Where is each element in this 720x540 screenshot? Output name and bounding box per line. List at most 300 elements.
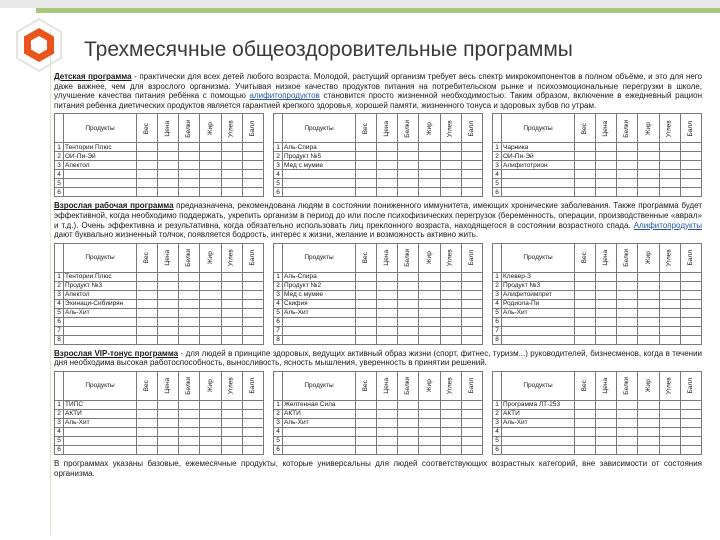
value-cell — [179, 170, 200, 179]
value-cell — [356, 170, 377, 179]
product-name — [64, 170, 137, 179]
value-cell — [158, 290, 179, 299]
table-row — [274, 335, 483, 344]
header-column-label: Балл — [687, 378, 695, 394]
value-cell — [617, 317, 638, 326]
value-cell — [419, 299, 440, 308]
product-table — [273, 243, 483, 345]
value-cell — [575, 299, 596, 308]
value-cell — [137, 400, 158, 409]
page-title: Трехмесячные общеоздоровительные программы — [84, 38, 573, 61]
header-column — [356, 114, 377, 143]
value-cell — [461, 143, 482, 152]
value-cell — [398, 272, 419, 281]
product-name — [502, 436, 575, 445]
header-column — [617, 371, 638, 400]
product-name — [64, 188, 137, 197]
value-cell — [200, 427, 221, 436]
table-row — [493, 143, 702, 152]
value-cell — [398, 308, 419, 317]
value-cell — [221, 152, 242, 161]
value-cell — [200, 161, 221, 170]
value-cell — [680, 445, 701, 454]
value-cell — [419, 436, 440, 445]
value-cell — [575, 400, 596, 409]
value-cell — [221, 400, 242, 409]
value-cell — [659, 409, 680, 418]
value-cell — [440, 161, 461, 170]
table-row — [493, 427, 702, 436]
product-name: Продукт №3 — [502, 281, 575, 290]
row-number: 3 — [493, 290, 502, 299]
value-cell — [179, 400, 200, 409]
product-link[interactable]: Алифитопродукты — [633, 220, 702, 230]
header-column — [617, 114, 638, 143]
value-cell — [158, 400, 179, 409]
header-column — [200, 371, 221, 400]
row-number: 3 — [274, 161, 283, 170]
value-cell — [377, 188, 398, 197]
value-cell — [680, 299, 701, 308]
value-cell — [242, 445, 263, 454]
value-cell — [659, 161, 680, 170]
header-column — [377, 243, 398, 272]
row-number: 8 — [493, 335, 502, 344]
product-name: АКТИ — [502, 409, 575, 418]
table-row — [55, 290, 264, 299]
value-cell — [158, 179, 179, 188]
value-cell — [179, 409, 200, 418]
value-cell — [638, 317, 659, 326]
product-name: Клевер-З — [502, 272, 575, 281]
value-cell — [575, 290, 596, 299]
value-cell — [137, 152, 158, 161]
value-cell — [242, 299, 263, 308]
value-cell — [242, 272, 263, 281]
value-cell — [659, 170, 680, 179]
value-cell — [377, 152, 398, 161]
table-row — [274, 152, 483, 161]
product-name — [64, 317, 137, 326]
program-tables — [54, 243, 702, 345]
header-column-label: Белки — [623, 248, 631, 267]
value-cell — [575, 308, 596, 317]
description-text: - для людей в принципе здоровых, ведущих активный образ жизни (спорт, фитнес, туризм...) руководителей, бизнесменов, когда в течении дня необходима высокая работоспособность, выносливость, ясность мышления, уверенность в принятии решений. — [54, 348, 703, 368]
value-cell — [617, 299, 638, 308]
value-cell — [158, 152, 179, 161]
header-column — [221, 371, 242, 400]
table-row — [55, 272, 264, 281]
header-column-label: Белки — [185, 248, 193, 267]
header-column — [137, 114, 158, 143]
value-cell — [638, 281, 659, 290]
value-cell — [356, 290, 377, 299]
value-cell — [440, 188, 461, 197]
table-row — [274, 409, 483, 418]
header-column-label: Вес — [581, 122, 589, 134]
value-cell — [680, 317, 701, 326]
value-cell — [242, 308, 263, 317]
value-cell — [638, 143, 659, 152]
value-cell — [638, 427, 659, 436]
header-column — [158, 371, 179, 400]
value-cell — [158, 281, 179, 290]
value-cell — [680, 436, 701, 445]
value-cell — [461, 326, 482, 335]
product-name: Скифия — [283, 299, 356, 308]
value-cell — [242, 400, 263, 409]
value-cell — [461, 418, 482, 427]
value-cell — [461, 152, 482, 161]
value-cell — [461, 409, 482, 418]
value-cell — [179, 143, 200, 152]
header-column — [419, 243, 440, 272]
value-cell — [680, 400, 701, 409]
row-number: 4 — [493, 299, 502, 308]
value-cell — [398, 445, 419, 454]
header-number-cell — [55, 243, 64, 272]
value-cell — [179, 436, 200, 445]
header-products: Продукты — [502, 114, 575, 143]
value-cell — [356, 335, 377, 344]
value-cell — [638, 179, 659, 188]
header-column — [398, 371, 419, 400]
row-number: 2 — [274, 152, 283, 161]
header-column-label: Цена — [383, 120, 391, 137]
value-cell — [137, 161, 158, 170]
value-cell — [377, 299, 398, 308]
value-cell — [638, 308, 659, 317]
value-cell — [221, 188, 242, 197]
value-cell — [377, 418, 398, 427]
value-cell — [356, 272, 377, 281]
value-cell — [575, 418, 596, 427]
value-cell — [377, 409, 398, 418]
value-cell — [680, 326, 701, 335]
value-cell — [596, 445, 617, 454]
value-cell — [617, 335, 638, 344]
value-cell — [137, 188, 158, 197]
value-cell — [221, 299, 242, 308]
header-column-label: Жир — [644, 379, 652, 393]
header-column-label: Балл — [249, 378, 257, 394]
program-name: Детская программа — [54, 72, 132, 81]
value-cell — [680, 281, 701, 290]
value-cell — [575, 436, 596, 445]
value-cell — [377, 179, 398, 188]
row-number: 2 — [274, 281, 283, 290]
header-column — [638, 114, 659, 143]
table-row — [55, 445, 264, 454]
value-cell — [440, 179, 461, 188]
table-row — [493, 152, 702, 161]
value-cell — [419, 170, 440, 179]
value-cell — [617, 161, 638, 170]
header-column — [398, 114, 419, 143]
product-name — [283, 188, 356, 197]
row-number: 5 — [274, 436, 283, 445]
header-column-label: Углев — [227, 249, 235, 267]
table-row — [274, 299, 483, 308]
value-cell — [461, 161, 482, 170]
value-cell — [158, 161, 179, 170]
row-number: 4 — [493, 427, 502, 436]
value-cell — [242, 152, 263, 161]
table-row — [274, 445, 483, 454]
value-cell — [242, 188, 263, 197]
header-column-label: Углев — [665, 249, 673, 267]
header-column-label: Жир — [206, 379, 214, 393]
header-column — [419, 371, 440, 400]
value-cell — [461, 427, 482, 436]
row-number: 1 — [55, 272, 64, 281]
value-cell — [137, 290, 158, 299]
header-column-label: Балл — [687, 250, 695, 266]
row-number: 5 — [274, 308, 283, 317]
header-column-label: Цена — [602, 378, 610, 394]
value-cell — [659, 152, 680, 161]
value-cell — [221, 281, 242, 290]
header-column — [617, 243, 638, 272]
table-row — [274, 170, 483, 179]
value-cell — [419, 317, 440, 326]
table-row — [274, 188, 483, 197]
header-products: Продукты — [283, 243, 356, 272]
value-cell — [242, 161, 263, 170]
table-row — [493, 272, 702, 281]
table-header-row — [274, 371, 483, 400]
value-cell — [158, 317, 179, 326]
value-cell — [221, 308, 242, 317]
value-cell — [200, 179, 221, 188]
value-cell — [596, 290, 617, 299]
value-cell — [419, 427, 440, 436]
table-row — [55, 326, 264, 335]
value-cell — [137, 272, 158, 281]
product-name: Алифитотрион — [502, 161, 575, 170]
value-cell — [221, 179, 242, 188]
value-cell — [377, 317, 398, 326]
header-column — [179, 114, 200, 143]
value-cell — [242, 170, 263, 179]
value-cell — [419, 179, 440, 188]
row-number: 1 — [274, 143, 283, 152]
hexagon-logo-icon — [10, 16, 68, 74]
header-column-label: Вес — [362, 380, 370, 392]
value-cell — [617, 272, 638, 281]
value-cell — [659, 445, 680, 454]
header-column-label: Углев — [227, 119, 235, 137]
value-cell — [356, 308, 377, 317]
table-header-row — [55, 243, 264, 272]
product-name: Апектол — [64, 161, 137, 170]
value-cell — [440, 445, 461, 454]
value-cell — [617, 326, 638, 335]
header-column — [461, 114, 482, 143]
value-cell — [221, 326, 242, 335]
value-cell — [659, 326, 680, 335]
product-link[interactable]: алифитопродуктов — [249, 91, 320, 101]
value-cell — [356, 161, 377, 170]
value-cell — [617, 179, 638, 188]
table-row — [55, 188, 264, 197]
value-cell — [356, 445, 377, 454]
value-cell — [200, 188, 221, 197]
value-cell — [596, 281, 617, 290]
value-cell — [575, 335, 596, 344]
value-cell — [200, 152, 221, 161]
product-table — [273, 113, 483, 197]
product-name: Аль-Хит — [502, 308, 575, 317]
value-cell — [596, 308, 617, 317]
value-cell — [179, 427, 200, 436]
value-cell — [461, 335, 482, 344]
header-column-label: Цена — [164, 378, 172, 394]
header-column — [575, 243, 596, 272]
value-cell — [461, 272, 482, 281]
header-column — [596, 243, 617, 272]
value-cell — [440, 152, 461, 161]
table-row — [493, 188, 702, 197]
value-cell — [200, 409, 221, 418]
header-column-label: Балл — [687, 120, 695, 137]
value-cell — [398, 170, 419, 179]
table-row — [55, 436, 264, 445]
header-column-label: Жир — [644, 251, 652, 265]
product-name: ОИ-Пи-Эй — [502, 152, 575, 161]
header-column-label: Балл — [249, 250, 257, 266]
value-cell — [137, 326, 158, 335]
value-cell — [575, 188, 596, 197]
value-cell — [242, 317, 263, 326]
header-column-label: Белки — [185, 119, 193, 138]
value-cell — [440, 308, 461, 317]
row-number: 6 — [274, 445, 283, 454]
value-cell — [659, 335, 680, 344]
product-name — [64, 335, 137, 344]
value-cell — [617, 308, 638, 317]
value-cell — [398, 400, 419, 409]
row-number: 4 — [55, 299, 64, 308]
value-cell — [398, 299, 419, 308]
header-column-label: Вес — [143, 122, 151, 134]
value-cell — [596, 152, 617, 161]
header-column-label: Белки — [623, 119, 631, 138]
header-products: Продукты — [502, 371, 575, 400]
product-name — [502, 445, 575, 454]
value-cell — [659, 436, 680, 445]
program-name: Взрослая VIP-тонус программа — [54, 348, 179, 358]
value-cell — [419, 143, 440, 152]
header-number-cell — [274, 371, 283, 400]
value-cell — [137, 281, 158, 290]
row-number: 5 — [55, 436, 64, 445]
value-cell — [659, 308, 680, 317]
value-cell — [242, 326, 263, 335]
value-cell — [398, 290, 419, 299]
product-name — [502, 317, 575, 326]
value-cell — [158, 188, 179, 197]
value-cell — [659, 290, 680, 299]
row-number: 4 — [55, 427, 64, 436]
value-cell — [461, 281, 482, 290]
value-cell — [596, 170, 617, 179]
product-name: ОИ-Пи-Эй — [64, 152, 137, 161]
value-cell — [179, 179, 200, 188]
value-cell — [638, 272, 659, 281]
value-cell — [419, 272, 440, 281]
table-header-row — [493, 114, 702, 143]
product-name: Тентории Плюс — [64, 143, 137, 152]
value-cell — [419, 188, 440, 197]
product-table — [492, 113, 702, 197]
value-cell — [200, 290, 221, 299]
value-cell — [440, 400, 461, 409]
header-column — [440, 114, 461, 143]
table-row — [274, 272, 483, 281]
value-cell — [242, 427, 263, 436]
value-cell — [575, 143, 596, 152]
header-column-label: Вес — [581, 380, 589, 392]
value-cell — [461, 299, 482, 308]
product-name — [283, 335, 356, 344]
value-cell — [377, 272, 398, 281]
row-number: 5 — [493, 179, 502, 188]
side-rule — [50, 30, 51, 535]
program-name: Взрослая рабочая программа — [54, 201, 174, 211]
value-cell — [158, 418, 179, 427]
value-cell — [158, 170, 179, 179]
value-cell — [575, 281, 596, 290]
product-table — [54, 243, 264, 345]
value-cell — [659, 179, 680, 188]
value-cell — [137, 143, 158, 152]
value-cell — [680, 335, 701, 344]
program-tables — [54, 371, 702, 455]
value-cell — [200, 143, 221, 152]
value-cell — [137, 308, 158, 317]
value-cell — [200, 272, 221, 281]
row-number: 3 — [493, 418, 502, 427]
value-cell — [377, 281, 398, 290]
header-column-label: Балл — [468, 378, 476, 394]
header-column-label: Белки — [404, 119, 412, 138]
value-cell — [617, 427, 638, 436]
header-column — [419, 114, 440, 143]
value-cell — [179, 326, 200, 335]
value-cell — [398, 418, 419, 427]
value-cell — [200, 170, 221, 179]
table-row — [274, 317, 483, 326]
header-products: Продукты — [64, 243, 137, 272]
table-row — [274, 427, 483, 436]
product-name: Программа ЛТ-253 — [502, 400, 575, 409]
value-cell — [356, 418, 377, 427]
value-cell — [461, 400, 482, 409]
value-cell — [398, 409, 419, 418]
row-number: 5 — [493, 308, 502, 317]
table-row — [55, 409, 264, 418]
value-cell — [158, 335, 179, 344]
header-column-label: Углев — [446, 119, 454, 137]
value-cell — [242, 409, 263, 418]
value-cell — [179, 418, 200, 427]
value-cell — [242, 290, 263, 299]
value-cell — [356, 188, 377, 197]
product-table — [54, 371, 264, 455]
value-cell — [221, 272, 242, 281]
table-row — [493, 290, 702, 299]
